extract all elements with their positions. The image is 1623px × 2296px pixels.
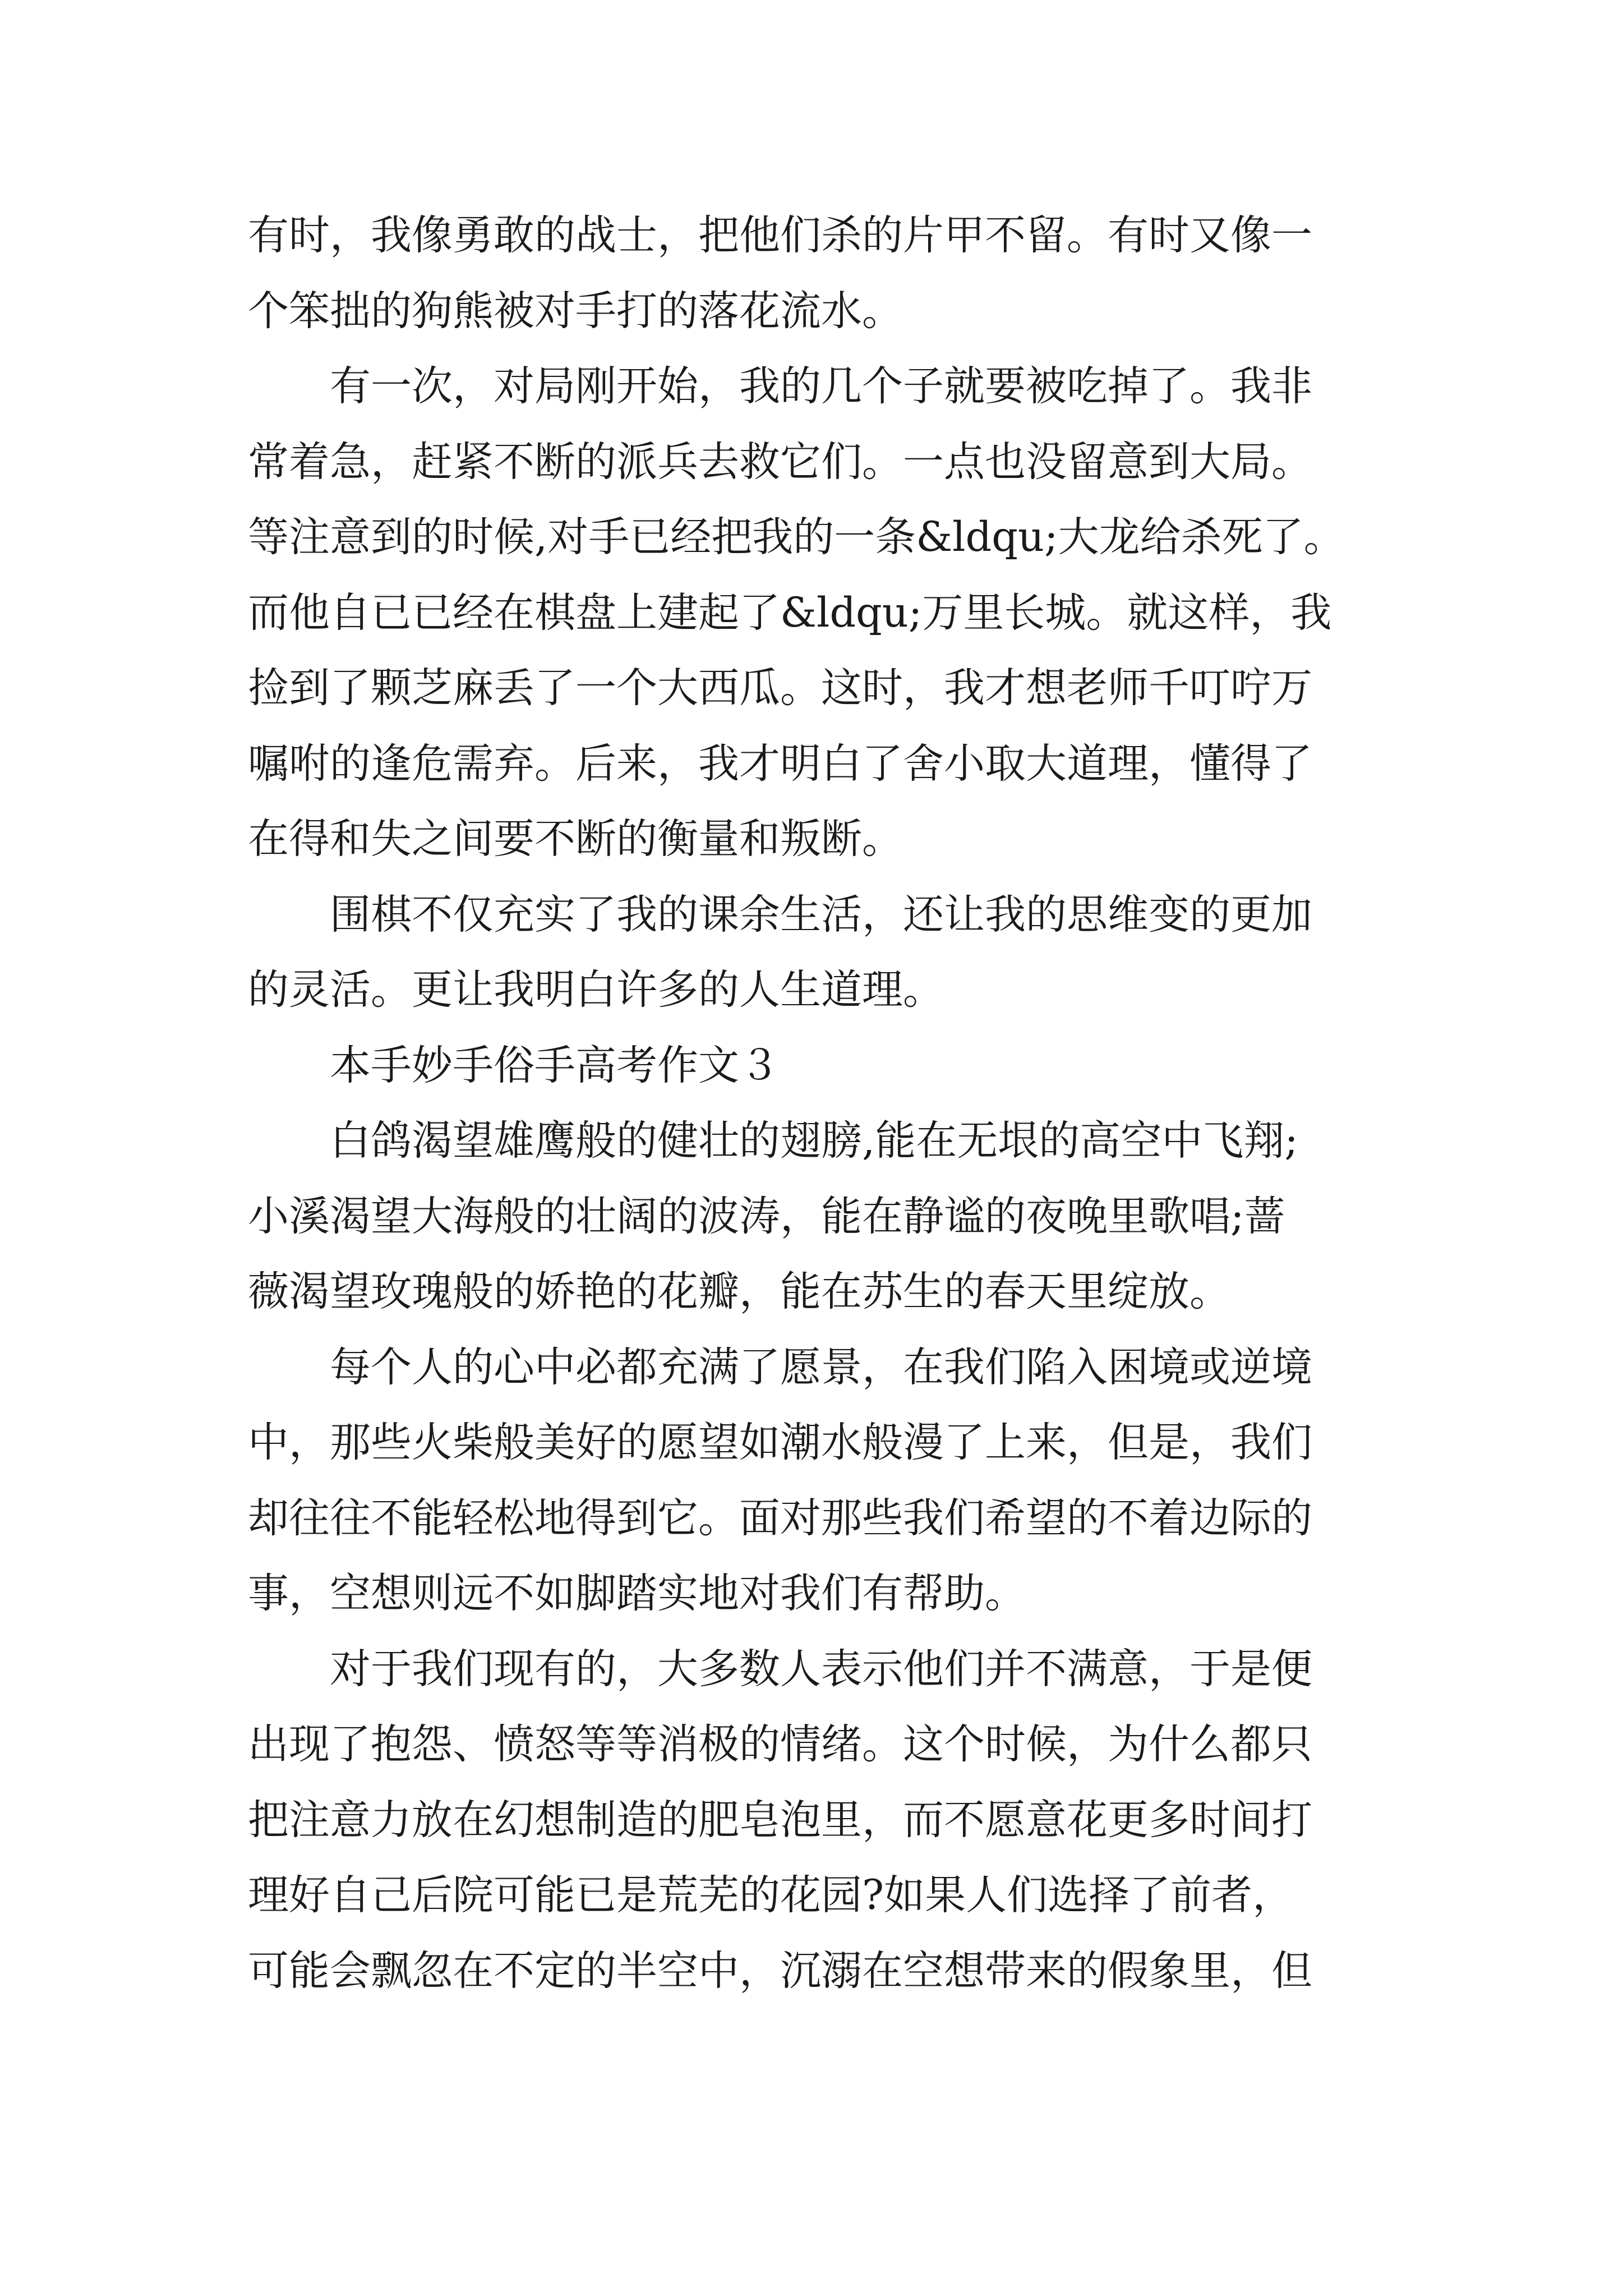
text-line: 可能会飘忽在不定的半空中，沉溺在空想带来的假象里，但	[248, 1947, 1312, 1995]
text-line: 等注意到的时候,对手已经把我的一条&ldqu;大龙给杀死了。	[248, 513, 1345, 561]
text-line: 出现了抱怨、愤怒等等消极的情绪。这个时候，为什么都只	[248, 1720, 1312, 1768]
text-line: 小溪渴望大海般的壮阔的波涛，能在静谧的夜晚里歌唱;蔷	[248, 1192, 1285, 1240]
text-line: 常着急，赶紧不断的派兵去救它们。一点也没留意到大局。	[248, 438, 1312, 486]
text-line: 理好自己后院可能已是荒芜的花园?如果人们选择了前者，	[248, 1871, 1294, 1919]
text-line: 每个人的心中必都充满了愿景，在我们陷入困境或逆境	[330, 1343, 1312, 1391]
text-line: 对于我们现有的，大多数人表示他们并不满意，于是便	[330, 1645, 1312, 1693]
text-line: 而他自已已经在棋盘上建起了&ldqu;万里长城。就这样，我	[248, 588, 1332, 637]
text-line: 事，空想则远不如脚踏实地对我们有帮助。	[248, 1570, 1026, 1617]
text-line: 白鸽渴望雄鹰般的健壮的翅膀,能在无垠的高空中飞翔;	[330, 1117, 1298, 1165]
text-line: 的灵活。更让我明白许多的人生道理。	[248, 966, 944, 1014]
text-line: 把注意力放在幻想制造的肥皂泡里，而不愿意花更多时间打	[248, 1796, 1312, 1844]
text-line: 中，那些火柴般美好的愿望如潮水般漫了上来，但是，我们	[248, 1419, 1312, 1466]
text-line: 本手妙手俗手高考作文３	[330, 1041, 780, 1089]
text-line: 嘱咐的逢危需弃。后来，我才明白了舍小取大道理，懂得了	[248, 739, 1312, 788]
text-line: 有一次，对局刚开始，我的几个子就要被吃掉了。我非	[330, 362, 1312, 410]
text-line: 却往往不能轻松地得到它。面对那些我们希望的不着边际的	[248, 1494, 1312, 1542]
text-line: 在得和失之间要不断的衡量和叛断。	[248, 815, 903, 863]
text-line: 捡到了颗芝麻丢了一个大西瓜。这时，我才想老师千叮咛万	[248, 664, 1312, 712]
text-line: 围棋不仅充实了我的课余生活，还让我的思维变的更加	[330, 890, 1312, 938]
text-line: 有时，我像勇敢的战士，把他们杀的片甲不留。有时又像一	[248, 211, 1312, 259]
document-body	[248, 198, 1392, 2009]
text-line: 个笨拙的狗熊被对手打的落花流水。	[248, 287, 903, 335]
text-line: 薇渴望玫瑰般的娇艳的花瓣，能在苏生的春天里绽放。	[248, 1268, 1230, 1315]
